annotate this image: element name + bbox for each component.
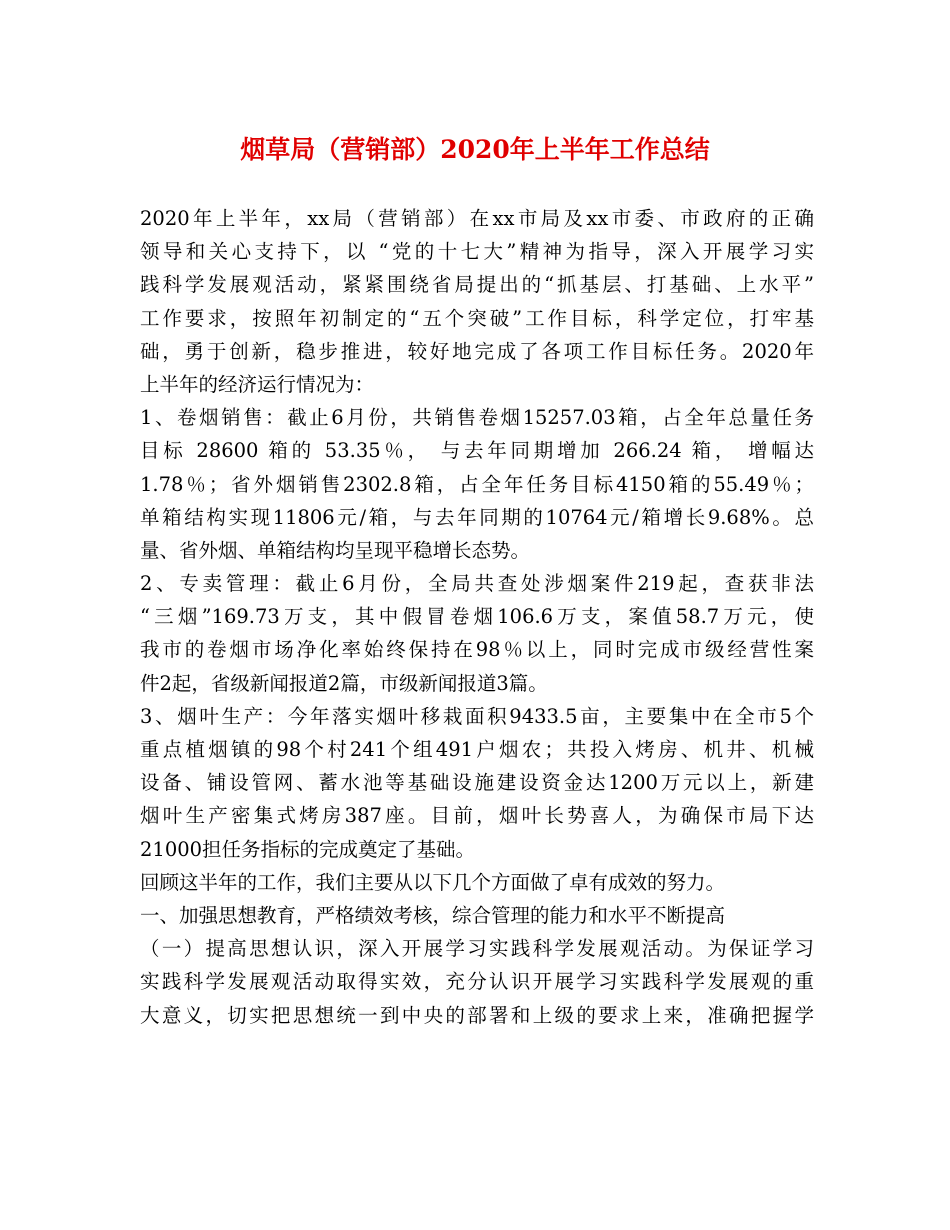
body-line: 2020年上半年，xx局（营销部）在xx市局及xx市委、市政府的正确 [140,207,814,230]
body-line: 21000担任务指标的完成奠定了基础。 [140,837,476,861]
body-line: 领导和关心支持下，以 “党的十七大”精神为指导，深入开展学习实 [140,240,814,264]
body-line: 1、卷烟销售：截止6月份，共销售卷烟15257.03箱，占全年总量任务 [140,406,814,430]
body-line: “三烟”169.73万支，其中假冒卷烟106.6万支，案值58.7万元，使 [140,605,814,629]
body-line: 重点植烟镇的98个村241个组491户烟农；共投入烤房、机井、机械 [140,738,814,761]
body-line: 工作要求，按照年初制定的“五个突破”工作目标，科学定位，打牢基 [140,306,814,330]
body-line: 2、专卖管理：截止6月份，全局共查处涉烟案件219起，查获非法 [140,572,814,596]
document-body [140,202,814,1032]
body-line: 目标 28600 箱的 53.35％， 与去年同期增加 266.24 箱， 增幅达 [140,439,814,463]
body-line: 础，勇于创新，稳步推进，较好地完成了各项工作目标任务。2020年 [140,339,814,363]
body-line: 实践科学发展观活动取得实效，充分认识开展学习实践科学发展观的重 [140,970,814,994]
body-line: （一）提高思想认识，深入开展学习实践科学发展观活动。为保证学习 [140,937,814,961]
body-line: 上半年的经济运行情况为： [140,372,375,396]
body-line: 回顾这半年的工作，我们主要从以下几个方面做了卓有成效的努力。 [140,870,726,894]
body-line: 件2起，省级新闻报道2篇，市级新闻报道3篇。 [140,671,548,695]
body-line: 量、省外烟、单箱结构均呈现平稳增长态势。 [140,538,531,562]
document-title: 烟草局（营销部）2020年上半年工作总结 [240,135,710,164]
body-line: 设备、铺设管网、蓄水池等基础设施建设资金达1200万元以上，新建 [140,771,814,795]
body-line: 烟叶生产密集式烤房387座。目前，烟叶长势喜人，为确保市局下达 [140,804,814,828]
body-line: 我市的卷烟市场净化率始终保持在98％以上，同时完成市级经营性案 [140,638,814,662]
body-line: 单箱结构实现11806元/箱，与去年同期的10764元/箱增长9.68%。总 [140,505,814,529]
body-line: 大意义，切实把思想统一到中央的部署和上级的要求上来，准确把握学 [140,1003,814,1027]
body-line: 3、烟叶生产：今年落实烟叶移栽面积9433.5亩，主要集中在全市5个 [140,704,814,728]
body-line: 1.78％；省外烟销售2302.8箱，占全年任务目标4150箱的55.49％； [140,472,814,496]
section-heading: 一、加强思想教育，严格绩效考核，综合管理的能力和水平不断提高 [140,903,726,927]
body-line: 践科学发展观活动，紧紧围绕省局提出的“抓基层、打基础、上水平” [140,273,814,297]
